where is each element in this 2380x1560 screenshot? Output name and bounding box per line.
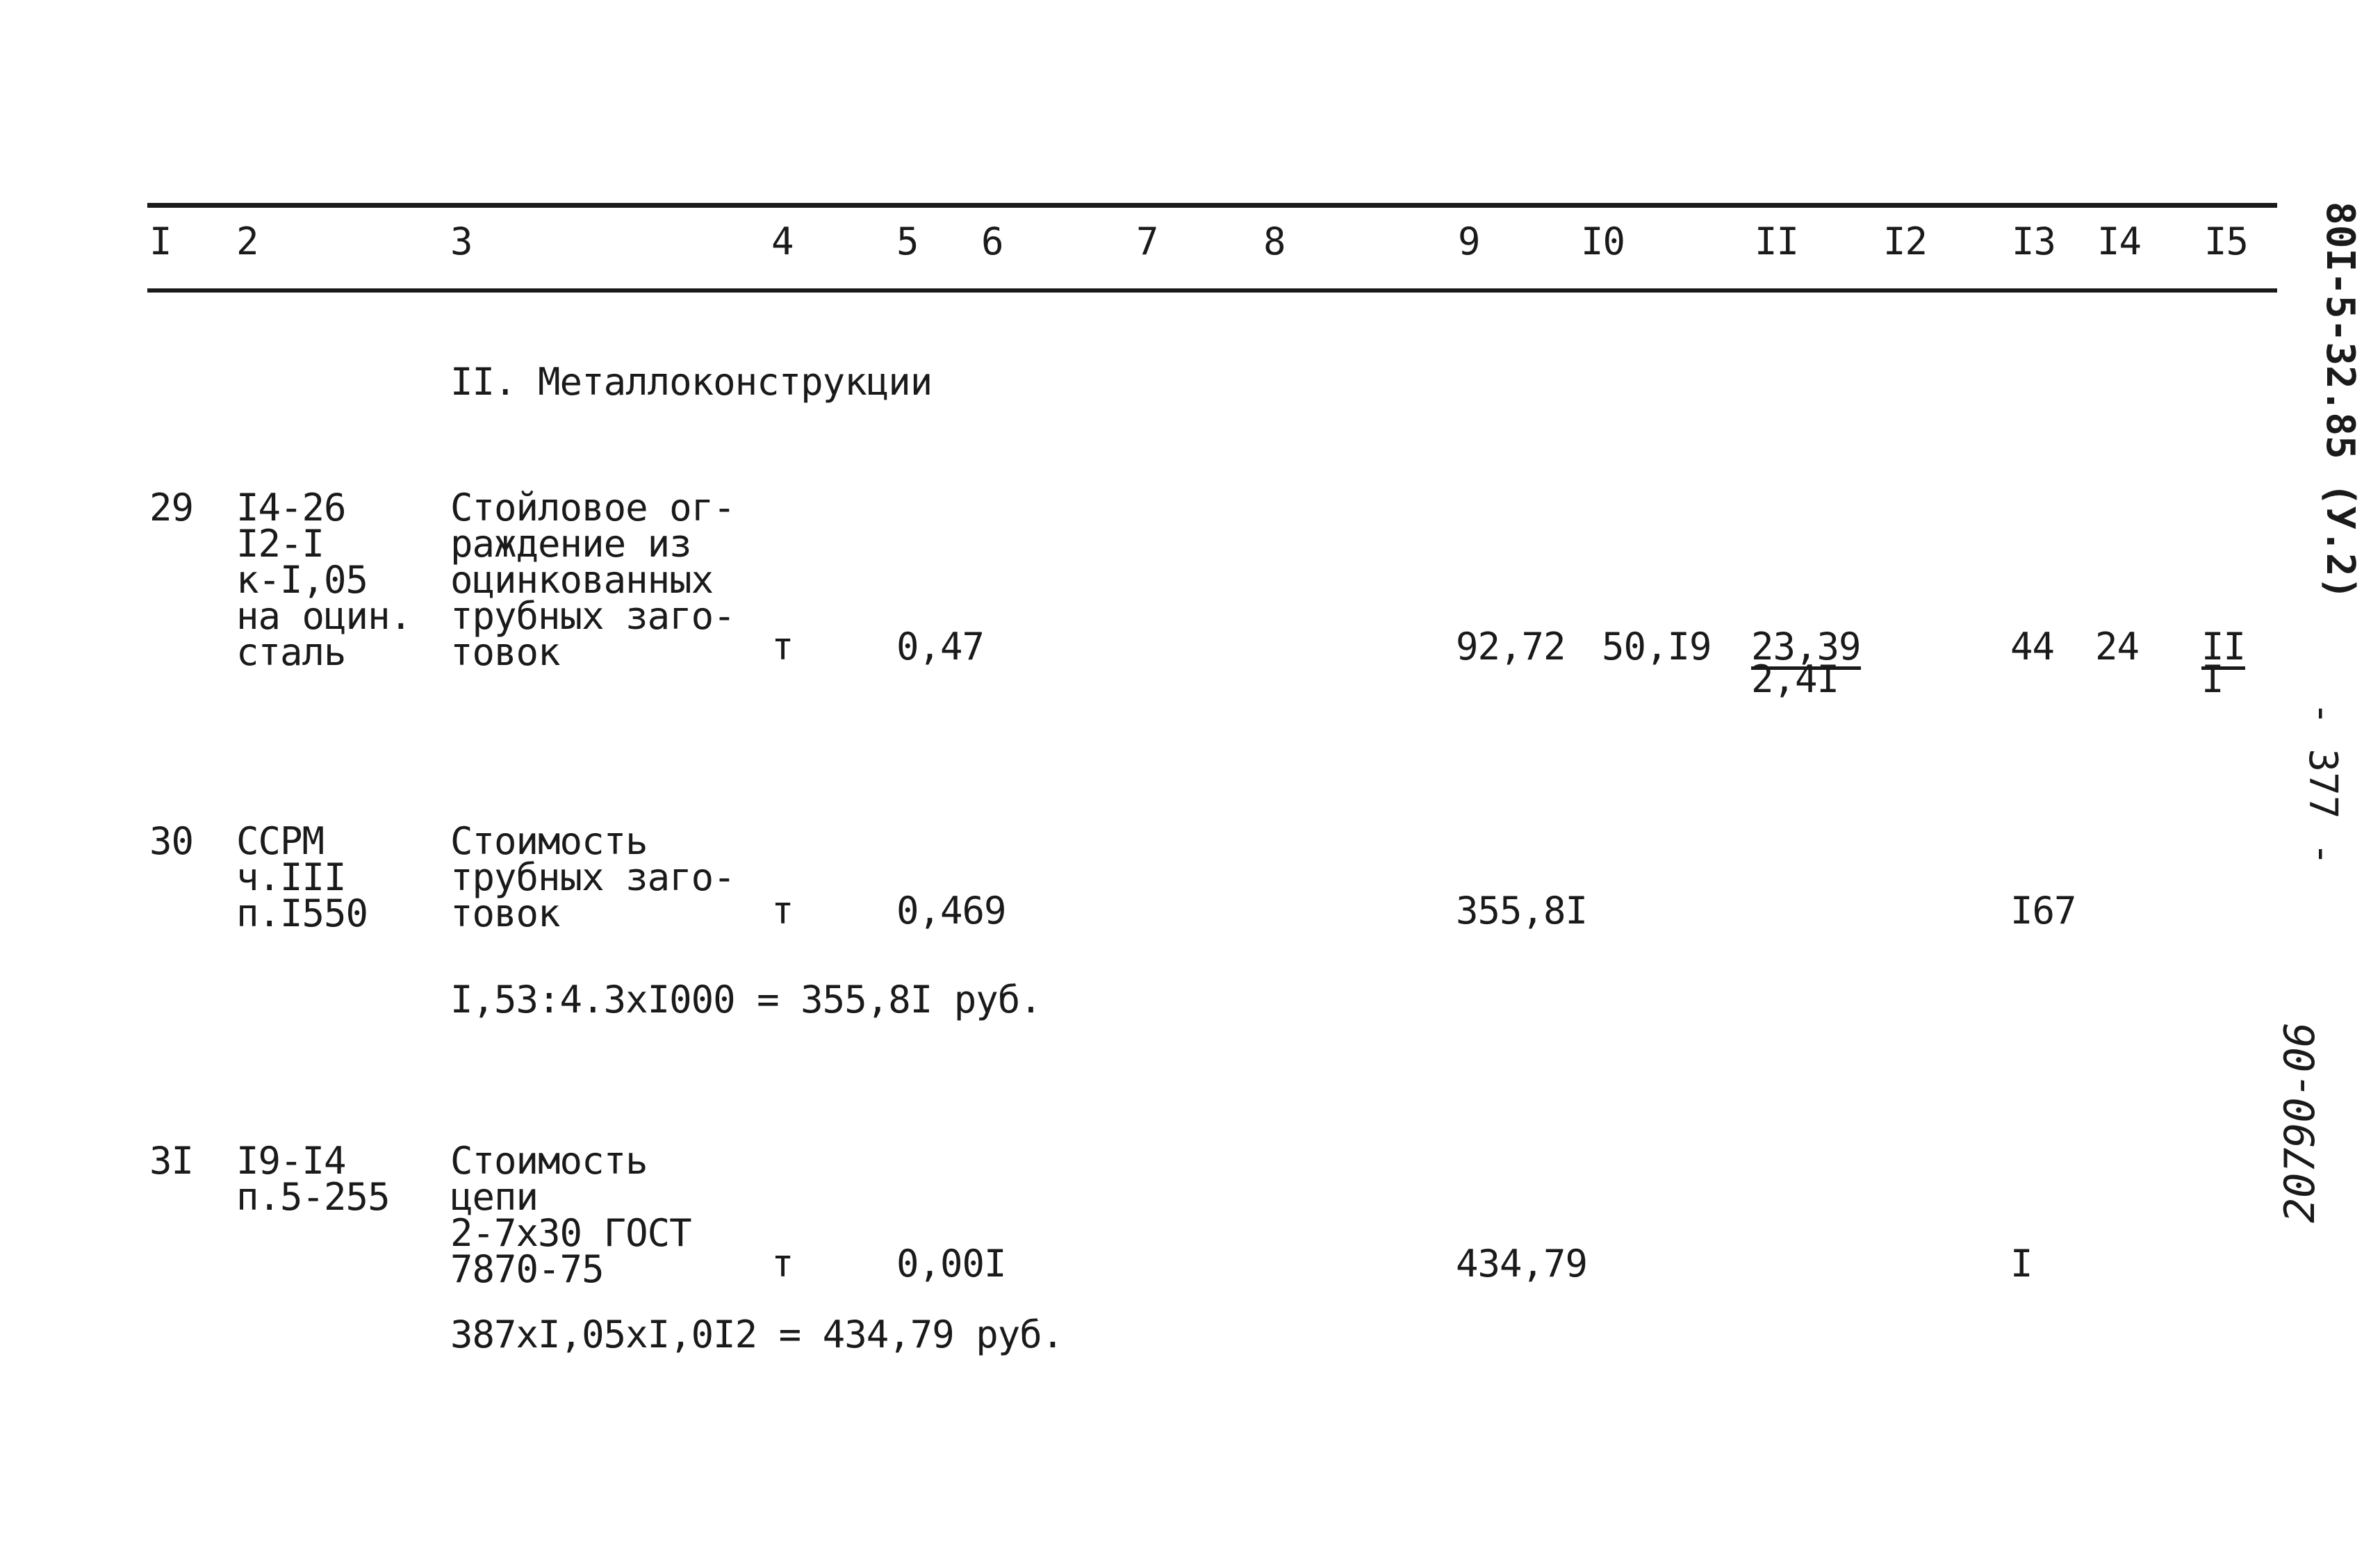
row-code: ССРМ ч.III п.I550	[236, 819, 368, 935]
column-header: 4	[771, 220, 794, 263]
header-bottom-rule	[147, 288, 2277, 293]
row-unit: т	[771, 1242, 794, 1286]
column-header: 8	[1263, 220, 1286, 263]
fraction-numerator: 23,39	[1751, 625, 1861, 668]
row-col13: 44	[2010, 625, 2055, 668]
row-code: I9-I4 п.5-255	[236, 1139, 390, 1219]
column-header: I	[149, 220, 172, 263]
row-calculation-note: I,53:4.3хI000 = 355,8I руб.	[450, 978, 1042, 1021]
column-header: I0	[1581, 220, 1625, 263]
row-col13: I67	[2010, 889, 2076, 933]
section-title: II. Металлоконструкции	[450, 360, 933, 404]
column-header: 3	[450, 220, 473, 263]
row-quantity: 0,47	[896, 625, 985, 668]
column-header: I4	[2097, 220, 2142, 263]
row-quantity: 0,469	[896, 889, 1006, 933]
row-number: 30	[149, 819, 194, 863]
margin-doc-code: 80I-5-32.85 (У.2)	[2317, 202, 2363, 600]
row-col14: 24	[2095, 625, 2140, 668]
row-unit: т	[771, 889, 794, 933]
row-col13: I	[2010, 1242, 2033, 1286]
fraction-numerator: II	[2201, 625, 2246, 668]
column-header: I2	[1883, 220, 1928, 263]
column-header: I5	[2204, 220, 2249, 263]
column-header: 7	[1136, 220, 1158, 263]
column-header: 2	[236, 220, 258, 263]
margin-page-number: - 377 -	[2300, 702, 2345, 867]
fraction-denominator: 2,4I	[1751, 657, 1839, 701]
row-col11-fraction	[1751, 625, 1861, 701]
column-header: II	[1755, 220, 1799, 263]
column-header: 5	[896, 220, 919, 263]
row-col9: 355,8I	[1456, 889, 1588, 933]
row-col9: 92,72	[1456, 625, 1566, 668]
row-quantity: 0,00I	[896, 1242, 1006, 1286]
fraction-denominator: I	[2201, 657, 2224, 701]
row-col10: 50,I9	[1602, 625, 1712, 668]
row-number: 29	[149, 486, 194, 529]
column-header: I3	[2012, 220, 2056, 263]
row-name: Стоимость трубных заго- товок	[450, 819, 735, 935]
row-calculation-note: 387хI,05хI,0I2 = 434,79 руб.	[450, 1313, 1064, 1356]
row-col9: 434,79	[1456, 1242, 1588, 1286]
row-col15-fraction	[2201, 625, 2246, 701]
row-name: Стойловое ог- раждение из оцинкованных трубных заго- товок	[450, 486, 735, 674]
row-unit: т	[771, 625, 794, 668]
row-code: I4-26 I2-I к-I,05 на оцин. сталь	[236, 486, 412, 674]
margin-inventory-number: 20790-06	[2276, 1022, 2324, 1223]
row-number: 3I	[149, 1139, 194, 1183]
column-header: 9	[1458, 220, 1480, 263]
row-name: Стоимость цепи 2-7х30 ГОСТ 7870-75	[450, 1139, 691, 1291]
header-top-rule	[147, 203, 2277, 208]
column-header: 6	[981, 220, 1003, 263]
